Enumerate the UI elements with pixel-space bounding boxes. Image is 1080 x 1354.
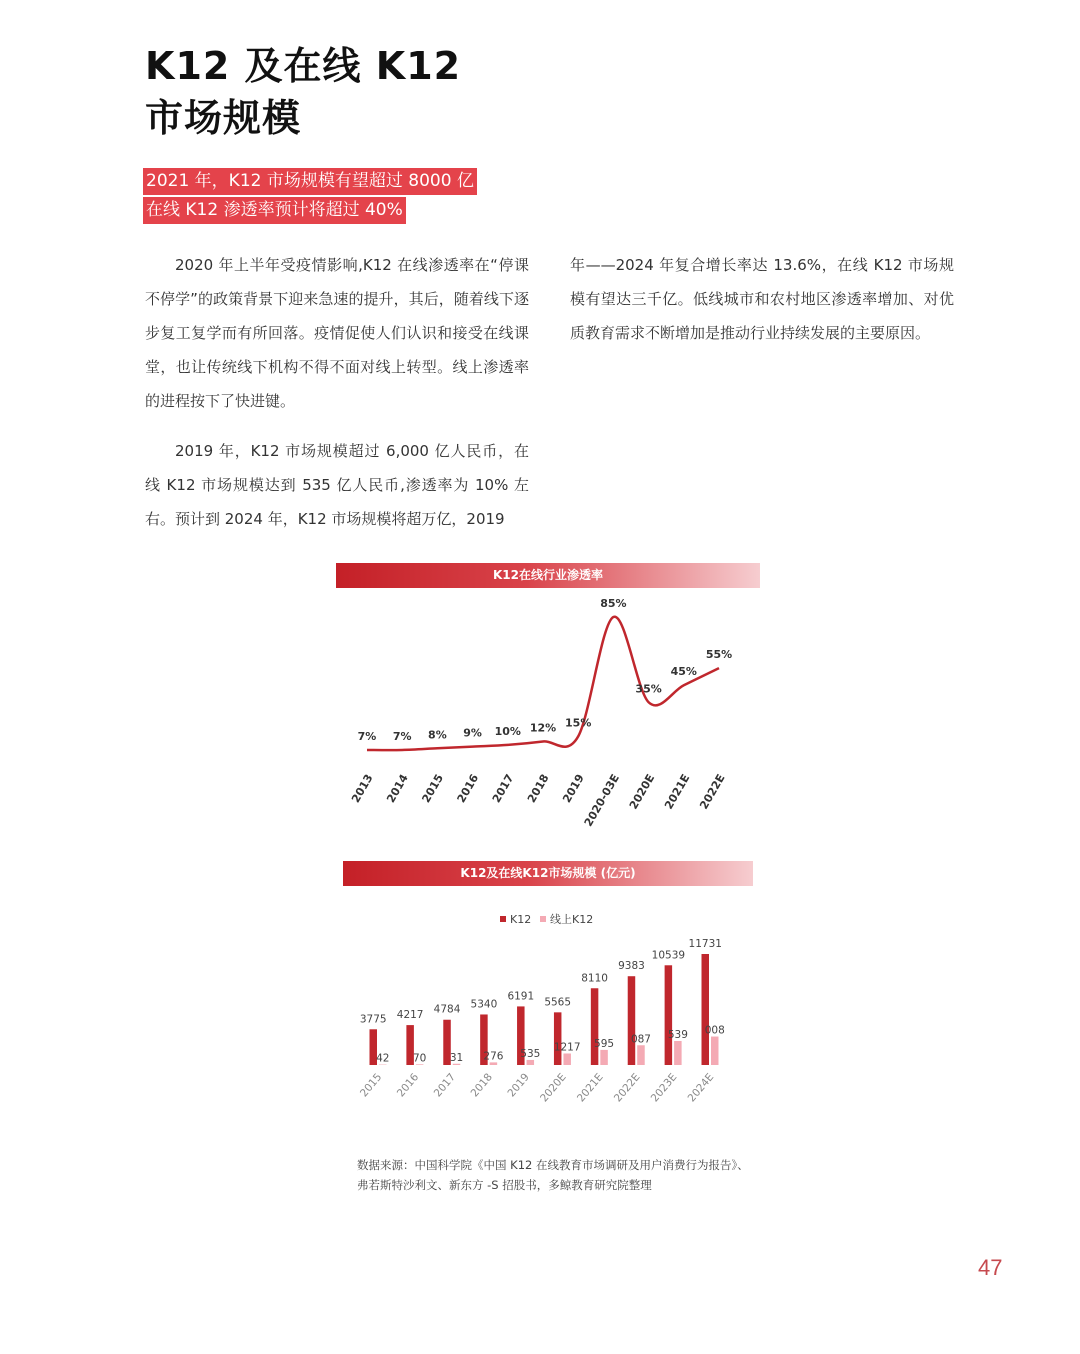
x-tick-label: 2020-03E [581, 772, 622, 829]
data-label: 8% [428, 728, 447, 742]
data-label-k12: 4784 [433, 1003, 461, 1016]
x-tick-label: 2020E [626, 772, 658, 812]
x-tick-label: 2018 [468, 1071, 495, 1100]
data-label-online-k12: 42 [376, 1052, 390, 1065]
paragraph-2: 2019 年，K12 市场规模超过 6,000 亿人民币，在线 K12 市场规模达到 535 亿人民币,渗透率为 10% 左右。预计到 2024 年，K12 市场规模将超万亿，2019 [145, 442, 529, 528]
data-label-online-k12: 539 [667, 1028, 688, 1041]
data-label-online-k12: 70 [412, 1052, 427, 1065]
x-tick-label: 2024E [685, 1071, 717, 1105]
x-tick-label: 2016 [454, 772, 482, 806]
subheading-line-1: 2021 年，K12 市场规模有望超过 8000 亿 [143, 168, 477, 195]
data-label-online-k12: 1217 [553, 1041, 581, 1054]
data-label: 9% [463, 726, 482, 740]
data-label: 7% [392, 730, 412, 743]
x-tick-label: 2018 [525, 772, 552, 806]
chart-legend [500, 912, 593, 926]
chart-title-penetration: K12在线行业渗透率 [336, 563, 760, 588]
data-label-online-k12: 276 [483, 1050, 504, 1063]
x-tick-label: 2013 [349, 772, 376, 806]
data-label-online-k12: 008 [704, 1024, 725, 1037]
title-line-1: K12 及在线 K12 [145, 44, 462, 88]
body-left-column [145, 248, 529, 536]
x-tick-label: 2021E [574, 1071, 606, 1105]
legend-swatch-k12 [500, 916, 506, 922]
x-tick-label: 2020E [538, 1071, 569, 1105]
x-tick-label: 2015 [357, 1071, 385, 1100]
bar-online-k12 [711, 1037, 719, 1065]
data-label-k12: 5565 [544, 996, 572, 1009]
data-label-online-k12: 31 [449, 1051, 464, 1064]
bar-k12 [702, 954, 710, 1065]
subheading-line-2: 在线 K12 渗透率预计将超过 40% [143, 197, 406, 224]
data-label-k12: 4217 [396, 1009, 424, 1022]
bar-online-k12 [637, 1045, 645, 1065]
x-tick-label: 2019 [560, 772, 587, 806]
data-label-k12: 10539 [651, 949, 686, 962]
page-number: 47 [978, 1255, 1003, 1280]
legend-label-online-k12: 线上K12 [550, 913, 594, 926]
data-label-k12: 11731 [688, 938, 722, 950]
market-size-bar-chart [340, 905, 760, 1135]
data-label-k12: 6191 [507, 990, 535, 1003]
data-label-online-k12: 087 [630, 1033, 651, 1046]
data-label-online-k12: 595 [594, 1037, 615, 1050]
data-label-k12: 9383 [618, 960, 645, 973]
bar-online-k12 [453, 1064, 461, 1065]
legend-label-k12: K12 [510, 913, 532, 926]
x-tick-label: 2017 [489, 772, 517, 806]
bar-k12 [628, 976, 636, 1065]
bar-online-k12 [527, 1060, 535, 1065]
data-label-k12: 3775 [359, 1013, 387, 1026]
x-tick-label: 2019 [505, 1071, 532, 1100]
x-tick-label: 2022E [697, 772, 728, 812]
bar-online-k12 [674, 1041, 682, 1065]
x-tick-label: 2021E [662, 772, 693, 812]
data-label: 12% [529, 721, 557, 735]
x-tick-label: 2015 [419, 772, 446, 806]
data-label: 85% [600, 597, 627, 610]
data-label: 10% [494, 724, 521, 738]
highlight-subheading [143, 168, 477, 226]
bar-online-k12 [600, 1050, 608, 1065]
page-title [145, 40, 745, 144]
x-tick-label: 2014 [384, 772, 411, 806]
legend-swatch-online-k12 [540, 916, 546, 922]
paragraph-1: 2020 年上半年受疫情影响,K12 在线渗透率在“停课不停学”的政策背景下迎来急速的提升，其后，随着线下逐步复工复学而有所回落。疫情促使人们认识和接受在线课堂，也让传统线下机构不得不面对线上转型。线上渗透率的进程按下了快进键。 [145, 256, 529, 410]
bar-k12 [665, 965, 673, 1065]
data-label: 15% [565, 716, 592, 730]
data-label-online-k12: 535 [520, 1047, 541, 1060]
title-line-2: 市场规模 [145, 96, 302, 140]
x-tick-label: 2017 [431, 1071, 459, 1100]
data-label-k12: 5340 [470, 998, 498, 1011]
data-label: 55% [705, 648, 733, 662]
x-tick-label: 2016 [394, 1071, 422, 1100]
x-tick-label: 2023E [648, 1071, 680, 1105]
data-label: 45% [670, 665, 697, 679]
bar-online-k12 [416, 1064, 424, 1065]
bar-online-k12 [490, 1062, 498, 1065]
chart-title-market-size: K12及在线K12市场规模 (亿元) [343, 861, 753, 886]
bar-k12 [591, 988, 599, 1065]
paragraph-3: 年——2024 年复合增长率达 13.6%，在线 K12 市场规模有望达三千亿。低线城市和农村地区渗透率增加、对优质教育需求不断增加是推动行业持续发展的主要原因。 [570, 256, 954, 342]
bar-online-k12 [563, 1053, 571, 1065]
data-label: 35% [635, 682, 662, 696]
data-source-note: 数据来源：中国科学院《中国 K12 在线教育市场调研及用户消费行为报告》、弗若斯特沙利文、新东方 -S 招股书，多鲸教育研究院整理 [357, 1158, 749, 1192]
penetration-line-chart [330, 595, 760, 845]
data-label-k12: 8110 [581, 972, 608, 985]
bar-k12 [554, 1012, 562, 1065]
x-tick-label: 2022E [611, 1071, 643, 1105]
body-right-column [570, 248, 954, 350]
data-label: 7% [357, 730, 377, 743]
